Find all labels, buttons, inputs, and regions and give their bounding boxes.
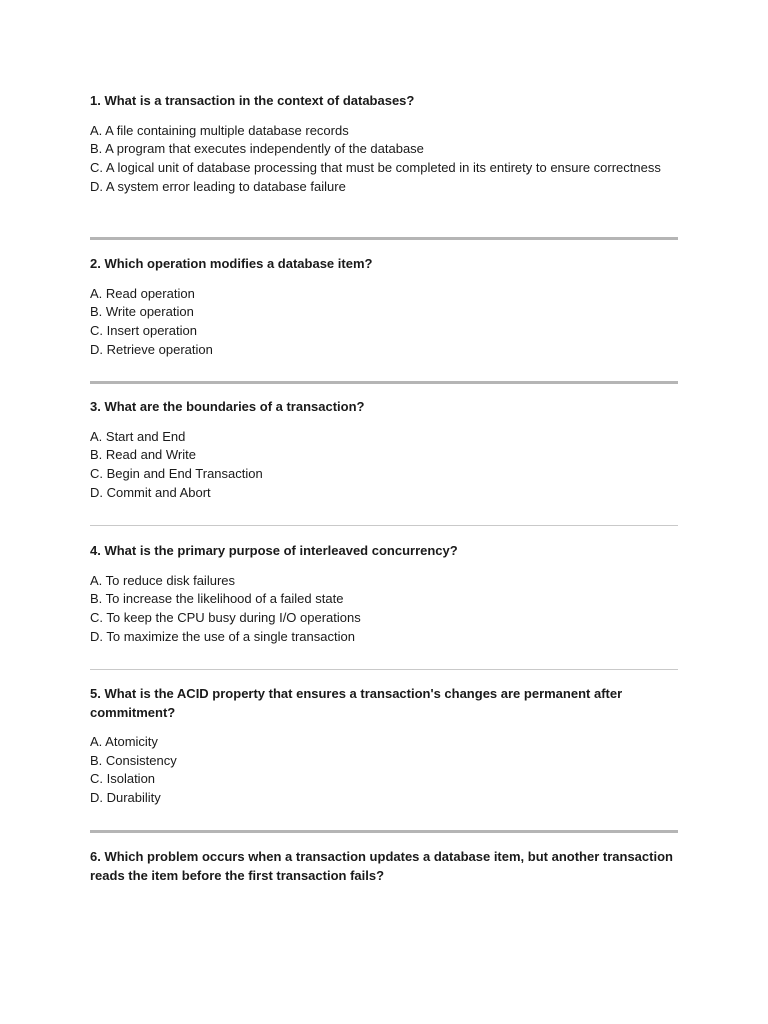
- question-title: 4. What is the primary purpose of interleaved concurrency?: [90, 543, 458, 558]
- option-b: B. Consistency: [90, 752, 177, 768]
- option-d: D. Commit and Abort: [90, 484, 211, 500]
- option-c: C. Isolation: [90, 771, 156, 787]
- question-title: 3. What are the boundaries of a transaction?: [90, 399, 365, 414]
- divider: [90, 830, 678, 833]
- question-1: [90, 92, 678, 196]
- option-a: A. A file containing multiple database records: [90, 122, 349, 138]
- question-3: [90, 398, 678, 502]
- option-a: A. Atomicity: [90, 734, 158, 749]
- question-title: 2. Which operation modifies a database item?: [90, 256, 373, 271]
- question-6: [90, 848, 678, 896]
- question-5: [90, 685, 678, 808]
- question-4: [90, 542, 678, 646]
- option-c: C. A logical unit of database processing that must be completed in its entirety to ensure correctness: [90, 159, 661, 175]
- option-d: D. Durability: [90, 790, 161, 806]
- option-c: C. To keep the CPU busy during I/O operations: [90, 609, 361, 625]
- divider: [90, 669, 678, 670]
- option-c: C. Begin and End Transaction: [90, 465, 263, 481]
- option-a: A. Read operation: [90, 285, 195, 301]
- option-c: C. Insert operation: [90, 322, 197, 338]
- option-b: B. To increase the likelihood of a failed state: [90, 591, 344, 607]
- option-a: A. To reduce disk failures: [90, 572, 235, 588]
- option-d: D. A system error leading to database failure: [90, 178, 346, 194]
- question-title: 1. What is a transaction in the context of databases?: [90, 93, 415, 108]
- option-a: A. Start and End: [90, 428, 186, 444]
- option-b: B. Read and Write: [90, 447, 196, 463]
- question-2: [90, 255, 678, 359]
- question-title: 6. Which problem occurs when a transaction updates a database item, but another transaction reads the item before the first transaction fails?: [90, 849, 673, 883]
- option-d: D. Retrieve operation: [90, 341, 213, 357]
- option-b: B. A program that executes independently of the database: [90, 141, 424, 157]
- option-d: D. To maximize the use of a single transaction: [90, 628, 355, 644]
- divider: [90, 237, 678, 240]
- question-title: 5. What is the ACID property that ensures a transaction's changes are permanent after commitment?: [90, 686, 623, 720]
- divider: [90, 381, 678, 384]
- divider: [90, 525, 678, 526]
- option-b: B. Write operation: [90, 304, 194, 320]
